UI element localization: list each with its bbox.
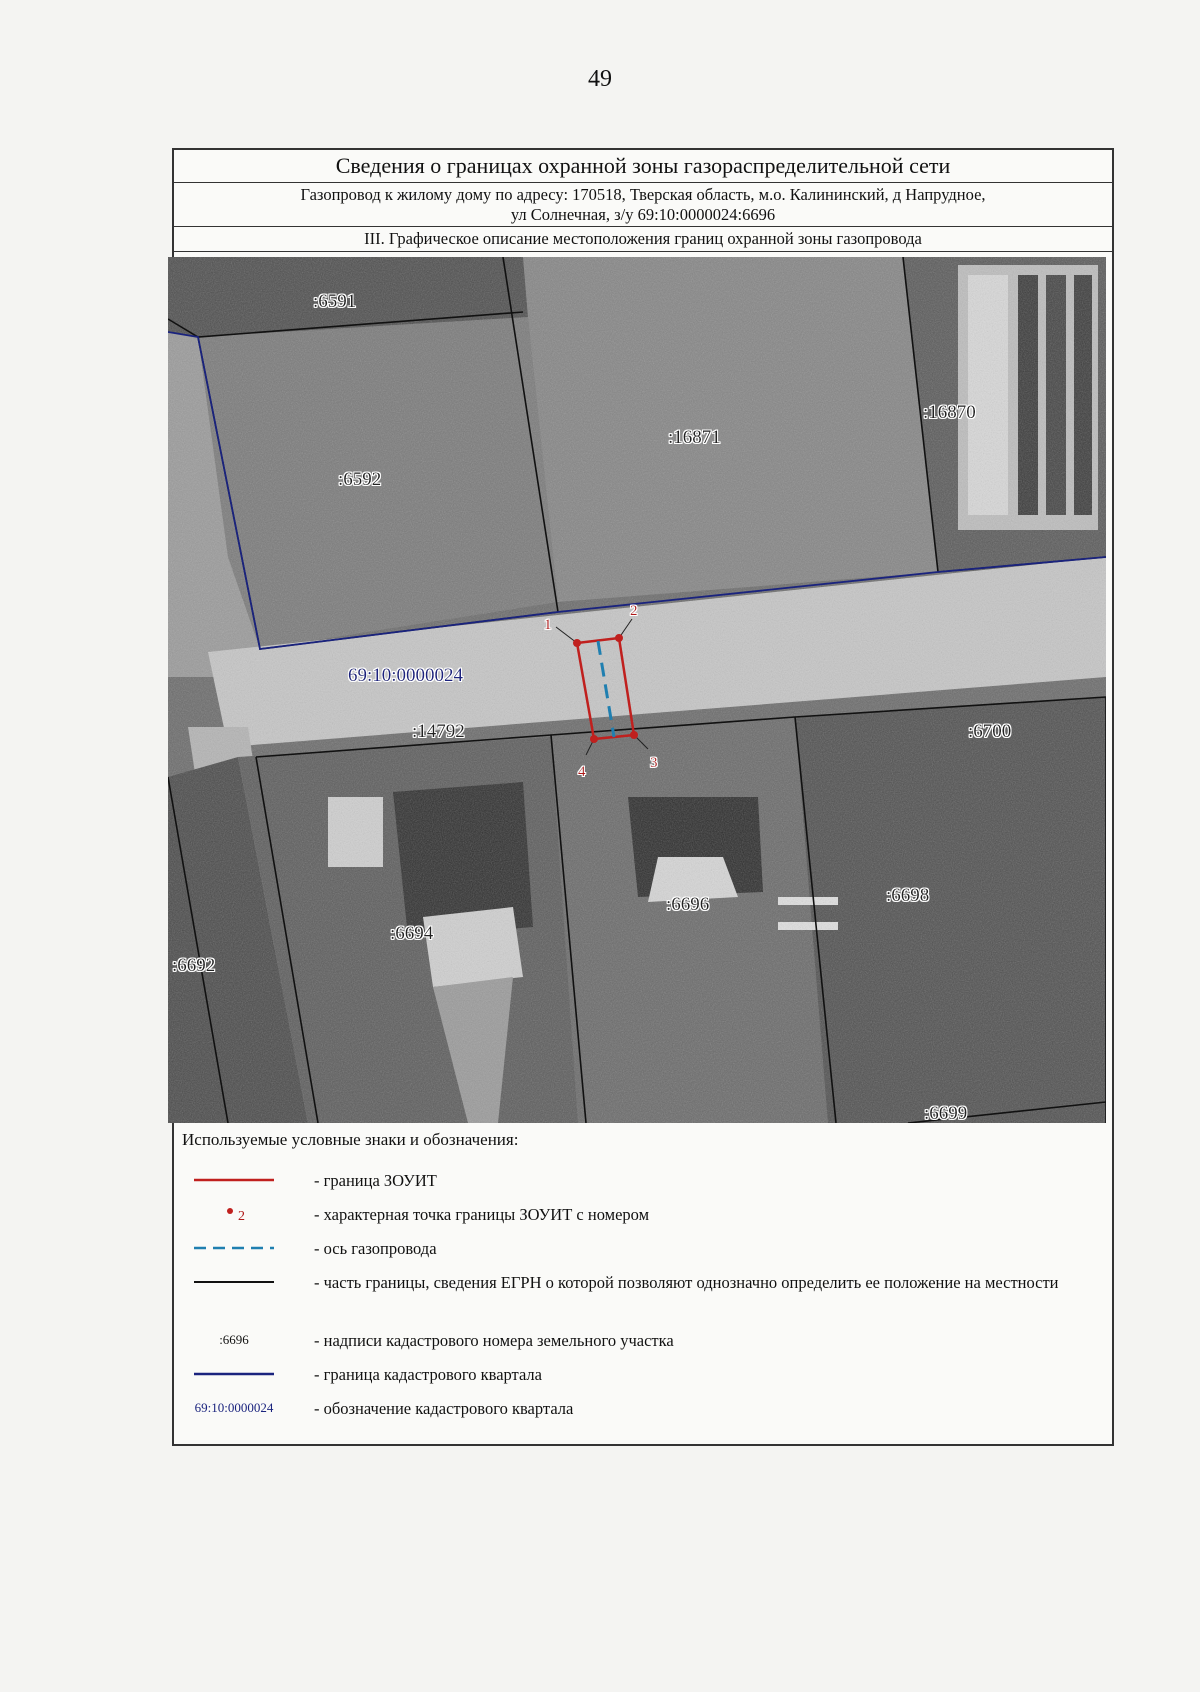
navy-line-symbol — [174, 1362, 294, 1386]
quarter-label: 69:10:0000024 — [348, 665, 464, 686]
parcel-label-6696: :6696 — [666, 894, 710, 915]
legend-text: - характерная точка границы ЗОУИТ с номером — [314, 1205, 650, 1224]
address-block — [174, 183, 1112, 227]
parcel-label-6592: :6592 — [338, 469, 382, 490]
legend-sample-parcel-label: :6696 — [219, 1332, 249, 1347]
red-point-symbol — [174, 1202, 294, 1226]
parcel-label-6699: :6699 — [924, 1103, 968, 1123]
red-line-symbol — [174, 1168, 294, 1192]
parcel-label-6591: :6591 — [313, 291, 357, 312]
legend-text: - надписи кадастрового номера земельного участка — [314, 1331, 674, 1350]
legend — [174, 1130, 1112, 1442]
map-canvas — [168, 257, 1106, 1123]
legend-point-number: 2 — [238, 1209, 245, 1224]
zone-point-3 — [630, 731, 638, 739]
address-line-2: ул Солнечная, з/у 69:10:0000024:6696 — [510, 205, 776, 224]
parcel-label-6700: :6700 — [968, 721, 1012, 742]
point-label-1: 1 — [544, 617, 552, 633]
page-number: 49 — [588, 66, 612, 92]
cadastral-sheet — [172, 148, 1114, 1446]
legend-sample-quarter-label: 69:10:0000024 — [194, 1400, 274, 1415]
zone-point-2 — [615, 634, 623, 642]
parcel-label-16870: :16870 — [923, 402, 976, 423]
address-line-1: Газопровод к жилому дому по адресу: 170518, Тверская область, м.о. Калининский, д Напрудное, — [300, 185, 986, 204]
blue-dashed-line-symbol — [174, 1236, 294, 1260]
legend-text: - граница ЗОУИТ — [314, 1171, 437, 1190]
sheet-title: Сведения о границах охранной зоны газораспределительной сети — [174, 150, 1112, 183]
black-line-symbol — [174, 1270, 294, 1294]
parcel-label-6698: :6698 — [886, 885, 930, 906]
legend-text: - обозначение кадастрового квартала — [314, 1399, 574, 1418]
point-label-3: 3 — [650, 755, 658, 771]
legend-heading: Используемые условные знаки и обозначения: — [182, 1130, 519, 1149]
aerial-map — [168, 257, 1106, 1123]
parcel-label-14792: :14792 — [412, 721, 465, 742]
parcel-label-6694: :6694 — [390, 923, 434, 944]
legend-text: - часть границы, сведения ЕГРН о которой позволяют однозначно определить ее положение на местности — [314, 1273, 1059, 1292]
parcel-label-16871: :16871 — [668, 427, 721, 448]
zone-point-4 — [590, 735, 598, 743]
legend-text: - ось газопровода — [314, 1239, 437, 1258]
photo-texture — [168, 257, 1106, 1123]
point-label-4: 4 — [578, 764, 586, 780]
point-label-2: 2 — [630, 603, 638, 619]
parcel-label-6692: :6692 — [172, 955, 216, 976]
legend-text: - граница кадастрового квартала — [314, 1365, 542, 1384]
zone-point-1 — [573, 639, 581, 647]
section-title: III. Графическое описание местоположения границ охранной зоны газопровода — [174, 227, 1112, 252]
